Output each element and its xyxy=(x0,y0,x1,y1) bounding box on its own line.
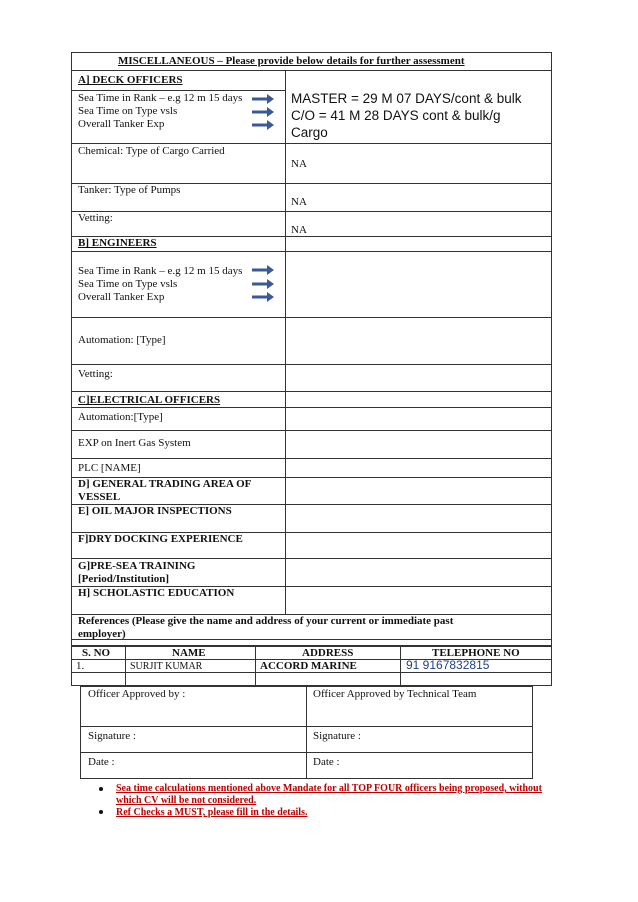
ref-header-telephone: TELEPHONE NO xyxy=(432,647,520,659)
deck-vetting-value[interactable]: NA xyxy=(291,224,307,236)
references-label-line1: References (Please give the name and address of your current or immediate past xyxy=(78,615,454,627)
note-sea-time-line2: which CV will be not considered. xyxy=(116,795,257,806)
presea-label-line2: [Period/Institution] xyxy=(78,573,170,585)
ref-row-name[interactable]: SURJIT KUMAR xyxy=(130,661,203,672)
plc-label: PLC [NAME] xyxy=(78,462,141,474)
deck-sea-time-type-label: Sea Time on Type vsls xyxy=(78,105,178,117)
chemical-cargo-label: Chemical: Type of Cargo Carried xyxy=(78,145,225,157)
arrow-right-icon xyxy=(252,292,274,302)
ref-header-name: NAME xyxy=(172,647,206,659)
note-sea-time-line1: Sea time calculations mentioned above Mandate for all TOP FOUR officers being proposed, without xyxy=(116,783,542,794)
date-right-label: Date : xyxy=(313,756,340,768)
arrow-right-icon xyxy=(252,265,274,275)
officer-approved-technical-label: Officer Approved by Technical Team xyxy=(313,688,477,700)
arrow-right-icon xyxy=(252,94,274,104)
presea-label-line1: G]PRE-SEA TRAINING xyxy=(78,560,196,572)
trading-area-label-line1: D] GENERAL TRADING AREA OF xyxy=(78,478,252,490)
eng-tanker-exp-label: Overall Tanker Exp xyxy=(78,291,165,303)
ref-row-address[interactable]: ACCORD MARINE xyxy=(260,660,357,672)
misc-form-frame xyxy=(71,52,552,646)
tanker-pumps-label: Tanker: Type of Pumps xyxy=(78,184,181,196)
signature-left-label: Signature : xyxy=(88,730,136,742)
electrical-officers-heading: C]ELECTRICAL OFFICERS xyxy=(78,394,221,406)
deck-sea-time-answer-line3[interactable]: Cargo xyxy=(291,125,328,140)
deck-officers-heading: A] DECK OFFICERS xyxy=(78,74,183,86)
deck-sea-time-rank-label: Sea Time in Rank – e.g 12 m 15 days xyxy=(78,92,243,104)
signature-right-label: Signature : xyxy=(313,730,361,742)
inert-gas-label: EXP on Inert Gas System xyxy=(78,437,191,449)
trading-area-label-line2: VESSEL xyxy=(78,491,121,503)
ref-header-address: ADDRESS xyxy=(302,647,354,659)
ref-header-sno: S. NO xyxy=(82,647,111,659)
deck-vetting-label: Vetting: xyxy=(78,212,113,224)
eng-sea-time-rank-label: Sea Time in Rank – e.g 12 m 15 days xyxy=(78,265,243,277)
chemical-cargo-value[interactable]: NA xyxy=(291,158,307,170)
ref-row-telephone[interactable]: 91 9167832815 xyxy=(406,658,490,672)
bullet-icon xyxy=(99,810,103,814)
dry-docking-label: F]DRY DOCKING EXPERIENCE xyxy=(78,533,243,545)
scholastic-label: H] SCHOLASTIC EDUCATION xyxy=(78,587,235,599)
eng-automation-label: Automation: [Type] xyxy=(78,334,166,346)
eng-sea-time-type-label: Sea Time on Type vsls xyxy=(78,278,178,290)
bullet-icon xyxy=(99,787,103,791)
deck-sea-time-answer-line2[interactable]: C/O = 41 M 28 DAYS cont & bulk/g xyxy=(291,108,501,123)
deck-tanker-exp-label: Overall Tanker Exp xyxy=(78,118,165,130)
date-left-label: Date : xyxy=(88,756,115,768)
tanker-pumps-value[interactable]: NA xyxy=(291,196,307,208)
references-label-line2: employer) xyxy=(78,628,126,640)
arrow-right-icon xyxy=(252,279,274,289)
officer-approved-label: Officer Approved by : xyxy=(88,688,186,700)
ref-row-sno[interactable]: 1. xyxy=(76,660,85,672)
note-ref-checks: Ref Checks a MUST, please fill in the details. xyxy=(116,807,308,818)
arrow-right-icon xyxy=(252,120,274,130)
oil-major-label: E] OIL MAJOR INSPECTIONS xyxy=(78,505,232,517)
engineers-heading: B] ENGINEERS xyxy=(78,237,157,249)
deck-sea-time-answer-line1[interactable]: MASTER = 29 M 07 DAYS/cont & bulk xyxy=(291,91,522,106)
elec-automation-label: Automation:[Type] xyxy=(78,411,163,423)
eng-vetting-label: Vetting: xyxy=(78,368,113,380)
arrow-right-icon xyxy=(252,107,274,117)
form-header: MISCELLANEOUS – Please provide below details for further assessment xyxy=(118,55,465,67)
